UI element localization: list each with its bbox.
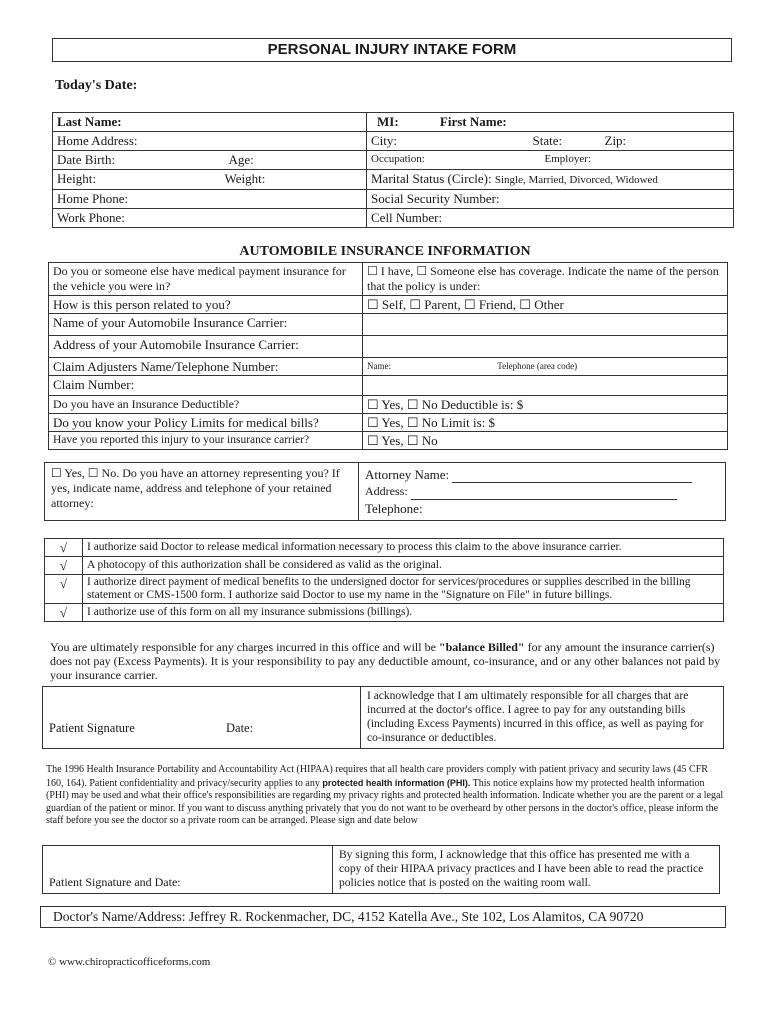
copyright-text: © www.chiropracticofficeforms.com: [48, 956, 211, 968]
auto-a-deductible: ☐ Yes, ☐ No Deductible is: $: [367, 397, 524, 412]
auto-q-deductible: Do you have an Insurance Deductible?: [53, 397, 240, 411]
adjuster-name-label: Name:: [367, 361, 391, 371]
zip-label: Zip:: [604, 133, 627, 148]
phi-text: protected health information (PHI).: [322, 777, 471, 788]
authorization-table: [44, 538, 724, 622]
work-phone-label: Work Phone:: [57, 210, 125, 225]
todays-date-label: Today's Date:: [55, 78, 138, 93]
hipaa-text-2: This notice explains how my protected health information (PHI) may be used and what their office's responsibilities are regarding my privacy rights and protected health information. Indicate whether you are the parent or a legal guardian of the patient or minor. If you want to discuss anything privately that you do not want to be overheard by other persons in the doctor's office, please inform the staff before you see the doctor so a private room can be arranged. Please sign and date below: [46, 777, 724, 826]
patient-signature-label: Patient Signature: [49, 721, 135, 735]
auto-q-carrier-name: Name of your Automobile Insurance Carrier:: [53, 315, 288, 330]
auth-item-3: I authorize direct payment of medical benefits to the undersigned doctor for services/procedures or supplies described in the billing statement or CMS-1500 form. I authorize said Doctor to use my name in the "Signature on File" in future billings.: [87, 576, 691, 601]
auto-q-reported: Have you reported this injury to your insurance carrier?: [53, 434, 310, 446]
auth-item-2: A photocopy of this authorization shall be considered as valid as the original.: [87, 559, 442, 571]
hipaa-acknowledge: By signing this form, I acknowledge that this office has presented me with a copy of their HIPAA privacy practices and I have been able to read the practice policies notice that is posted on the waiting room wall.: [339, 849, 704, 889]
auth-item-4: I authorize use of this form on all my insurance submissions (billings).: [87, 606, 413, 618]
auto-q-adjuster: Claim Adjusters Name/Telephone Number:: [53, 359, 279, 374]
date-birth-label: Date Birth:: [57, 152, 116, 167]
marital-status-label: Marital Status (Circle):: [371, 171, 492, 186]
auto-insurance-table: [48, 262, 728, 450]
occupation-label: Occupation:: [371, 153, 425, 165]
hipaa-text-1: The 1996 Health Insurance Portability and Accountability Act (HIPAA) requires that all health care providers comply with patient privacy and security laws (45 CFR 160, 164). Patient confidentiality and privacy/security applies to any: [46, 764, 708, 789]
attorney-address-label: Address:: [365, 484, 408, 498]
adjuster-phone-label: Telephone (area code): [497, 361, 578, 371]
attorney-telephone-label: Telephone:: [365, 501, 423, 516]
balance-billed-text: "balance Billed": [438, 640, 525, 654]
last-name-label: Last Name:: [57, 114, 122, 129]
age-label: Age:: [228, 152, 254, 167]
auto-q-carrier-address: Address of your Automobile Insurance Carrier:: [53, 337, 299, 352]
hipaa-paragraph: [46, 764, 726, 828]
auto-q-claim-number: Claim Number:: [53, 377, 135, 392]
cell-number-label: Cell Number:: [371, 210, 443, 225]
auth-check-3: √: [45, 575, 83, 604]
attorney-table: [44, 462, 726, 521]
home-phone-label: Home Phone:: [57, 191, 129, 206]
responsibility-acknowledge: I acknowledge that I am ultimately responsible for all charges that are incurred at the doctor's office. I agree to pay for any outstanding bills (including Excess Payments) incurred in this office, as well as paying for co-insurance or deductibles.: [367, 690, 704, 744]
mi-label: MI:: [377, 114, 399, 129]
auth-check-1: √: [45, 539, 83, 557]
doctor-info: Doctor's Name/Address: Jeffrey R. Rockenmacher, DC, 4152 Katella Ave., Ste 102, Los Alamitos, CA 90720: [40, 906, 726, 928]
responsibility-text-2: for any amount the insurance carrier(s) does not pay (Excess Payments). It is your responsibility to pay any deductible amount, co-insurance, and or any other balances not paid by your insurance carrier.: [50, 640, 721, 682]
auth-check-4: √: [45, 604, 83, 622]
attorney-name-label: Attorney Name:: [365, 467, 450, 482]
hipaa-signature-date-label: Patient Signature and Date:: [49, 875, 181, 889]
responsibility-text-1: You are ultimately responsible for any charges incurred in this office and will be: [50, 640, 436, 654]
auto-q-relation: How is this person related to you?: [53, 297, 231, 312]
ssn-label: Social Security Number:: [371, 191, 500, 206]
state-label: State:: [532, 133, 563, 148]
city-label: City:: [371, 133, 398, 148]
auto-a-relation: ☐ Self, ☐ Parent, ☐ Friend, ☐ Other: [367, 297, 564, 312]
patient-info-table: [52, 112, 734, 228]
auto-q-medpay: Do you or someone else have medical payment insurance for the vehicle you were in?: [53, 264, 346, 293]
auto-a-reported: ☐ Yes, ☐ No: [367, 433, 438, 448]
form-title: PERSONAL INJURY INTAKE FORM: [52, 38, 732, 62]
employer-label: Employer:: [544, 153, 591, 165]
height-label: Height:: [57, 171, 96, 186]
attorney-question: ☐ Yes, ☐ No. Do you have an attorney representing you? If yes, indicate name, address and telephone of your retained attorney:: [51, 466, 340, 510]
auto-a-medpay: ☐ I have, ☐ Someone else has coverage. Indicate the name of the person that the policy is under:: [367, 264, 719, 293]
auto-insurance-title: AUTOMOBILE INSURANCE INFORMATION: [239, 244, 531, 259]
weight-label: Weight:: [224, 171, 266, 186]
hipaa-signature-table: [42, 845, 720, 894]
auth-item-1: I authorize said Doctor to release medical information necessary to process this claim to the above insurance carrier.: [87, 541, 622, 553]
responsibility-signature-table: [42, 686, 724, 749]
home-address-label: Home Address:: [57, 133, 138, 148]
auto-q-policy-limits: Do you know your Policy Limits for medical bills?: [53, 415, 319, 430]
auth-check-2: √: [45, 557, 83, 575]
responsibility-date-label: Date:: [226, 721, 254, 735]
marital-options: Single, Married, Divorced, Widowed: [494, 174, 658, 186]
auto-a-policy-limits: ☐ Yes, ☐ No Limit is: $: [367, 415, 496, 430]
responsibility-paragraph: [50, 640, 722, 682]
first-name-label: First Name:: [439, 114, 507, 129]
